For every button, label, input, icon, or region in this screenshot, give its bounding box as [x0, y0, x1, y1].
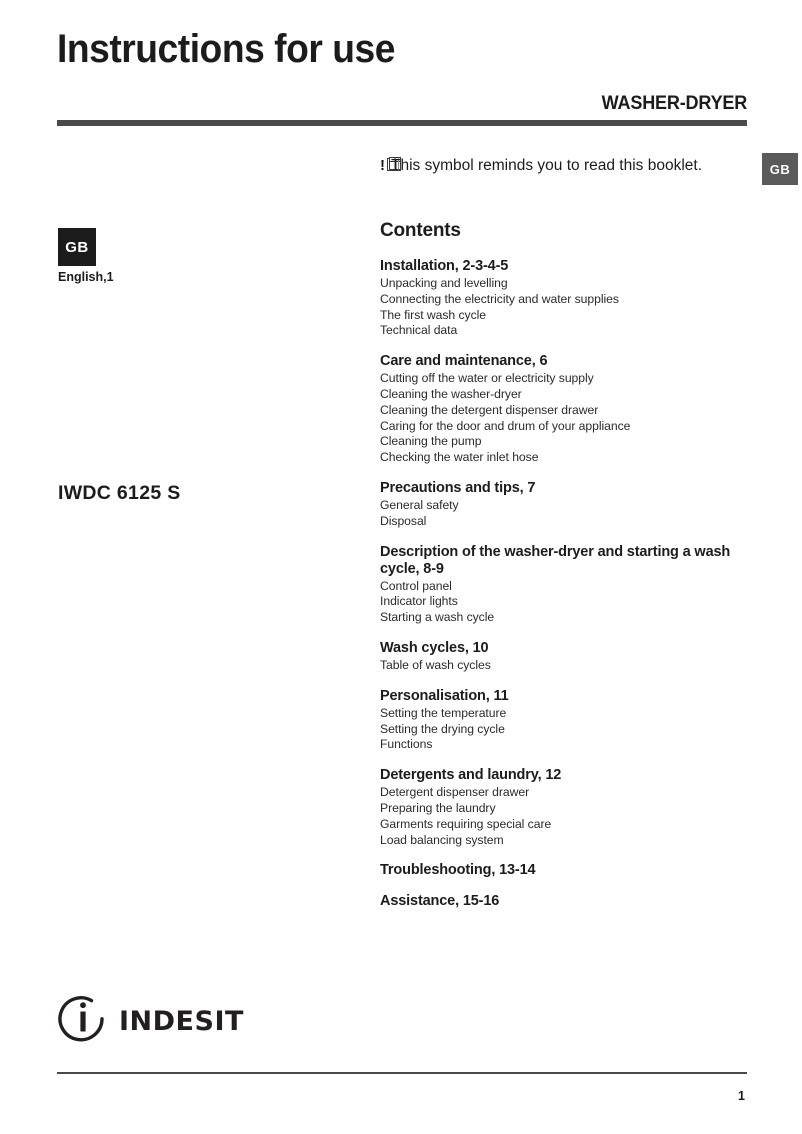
contents-section-item[interactable]: Preparing the laundry: [380, 800, 496, 815]
contents-section-item[interactable]: Unpacking and levelling: [380, 276, 508, 290]
contents-section-item[interactable]: Table of wash cycles: [380, 657, 491, 672]
language-badge-header: GB: [762, 153, 798, 185]
contents-section: [380, 767, 760, 848]
contents-section-item[interactable]: Caring for the door and drum of your appliance: [380, 418, 631, 433]
language-label: English,1: [58, 270, 114, 284]
contents-section-item[interactable]: The first wash cycle: [380, 307, 487, 322]
contents-section-title[interactable]: Care and maintenance, 6: [380, 353, 548, 370]
contents-section: [380, 353, 760, 466]
page-number: 1: [738, 1089, 745, 1103]
contents-section: [380, 544, 760, 626]
contents-section-item[interactable]: Load balancing system: [380, 832, 504, 847]
contents-section-item[interactable]: Cutting off the water or electricity supply: [380, 371, 594, 386]
contents-section-item[interactable]: Indicator lights: [380, 594, 458, 609]
contents-section: [380, 688, 760, 753]
contents-section-title[interactable]: Detergents and laundry, 12: [380, 767, 562, 784]
contents-section-item[interactable]: Technical data: [380, 323, 458, 338]
contents-section-item[interactable]: General safety: [380, 497, 459, 512]
contents-section: [380, 893, 760, 910]
footer-divider: [57, 1072, 747, 1074]
contents-section: [380, 258, 760, 339]
contents-section-title[interactable]: Assistance, 15-16: [380, 893, 500, 910]
contents-section-item[interactable]: Cleaning the detergent dispenser drawer: [380, 402, 599, 417]
contents-section-item[interactable]: Connecting the electricity and water supplies: [380, 291, 619, 306]
model-code: IWDC 6125 S: [58, 482, 181, 504]
booklet-reminder-text: This symbol reminds you to read this booklet.: [391, 157, 702, 174]
contents-section-item[interactable]: Garments requiring special care: [380, 816, 552, 831]
contents-section-item[interactable]: Cleaning the washer-dryer: [380, 386, 522, 401]
contents-section: [380, 480, 760, 530]
contents-section-title[interactable]: Personalisation, 11: [380, 687, 509, 704]
contents-section-item[interactable]: Control panel: [380, 578, 452, 593]
contents-section-title[interactable]: Wash cycles, 10: [380, 639, 489, 656]
contents-section-title[interactable]: Description of the washer-dryer and starting a wash cycle, 8-9: [380, 543, 731, 577]
contents-section-item[interactable]: Functions: [380, 737, 433, 752]
brand-logo: [57, 992, 244, 1044]
contents-heading: Contents: [380, 220, 461, 241]
language-badge-sidebar: GB: [58, 228, 96, 266]
header-divider: [57, 120, 747, 126]
contents-section: [380, 640, 760, 674]
exclamation-icon: !: [380, 156, 385, 174]
contents-section: [380, 862, 760, 879]
indesit-i-circle-icon: [57, 992, 109, 1044]
booklet-reminder-note: [380, 155, 702, 175]
contents-section-title[interactable]: Troubleshooting, 13-14: [380, 862, 536, 879]
contents-section-item[interactable]: Starting a wash cycle: [380, 610, 495, 625]
page-title: Instructions for use: [57, 27, 395, 71]
contents-section-item[interactable]: Setting the temperature: [380, 705, 507, 720]
contents-section-item[interactable]: Cleaning the pump: [380, 434, 482, 449]
contents-section-list: [380, 258, 760, 910]
table-of-contents: [380, 220, 760, 911]
contents-section-item[interactable]: Checking the water inlet hose: [380, 450, 539, 465]
contents-section-item[interactable]: Disposal: [380, 513, 427, 528]
brand-wordmark: indesit: [119, 995, 244, 1040]
contents-section-item[interactable]: Setting the drying cycle: [380, 721, 505, 736]
product-type-label: WASHER-DRYER: [601, 93, 747, 114]
contents-section-title[interactable]: Installation, 2-3-4-5: [380, 258, 509, 274]
contents-section-item[interactable]: Detergent dispenser drawer: [380, 785, 530, 800]
contents-section-title[interactable]: Precautions and tips, 7: [380, 479, 536, 496]
